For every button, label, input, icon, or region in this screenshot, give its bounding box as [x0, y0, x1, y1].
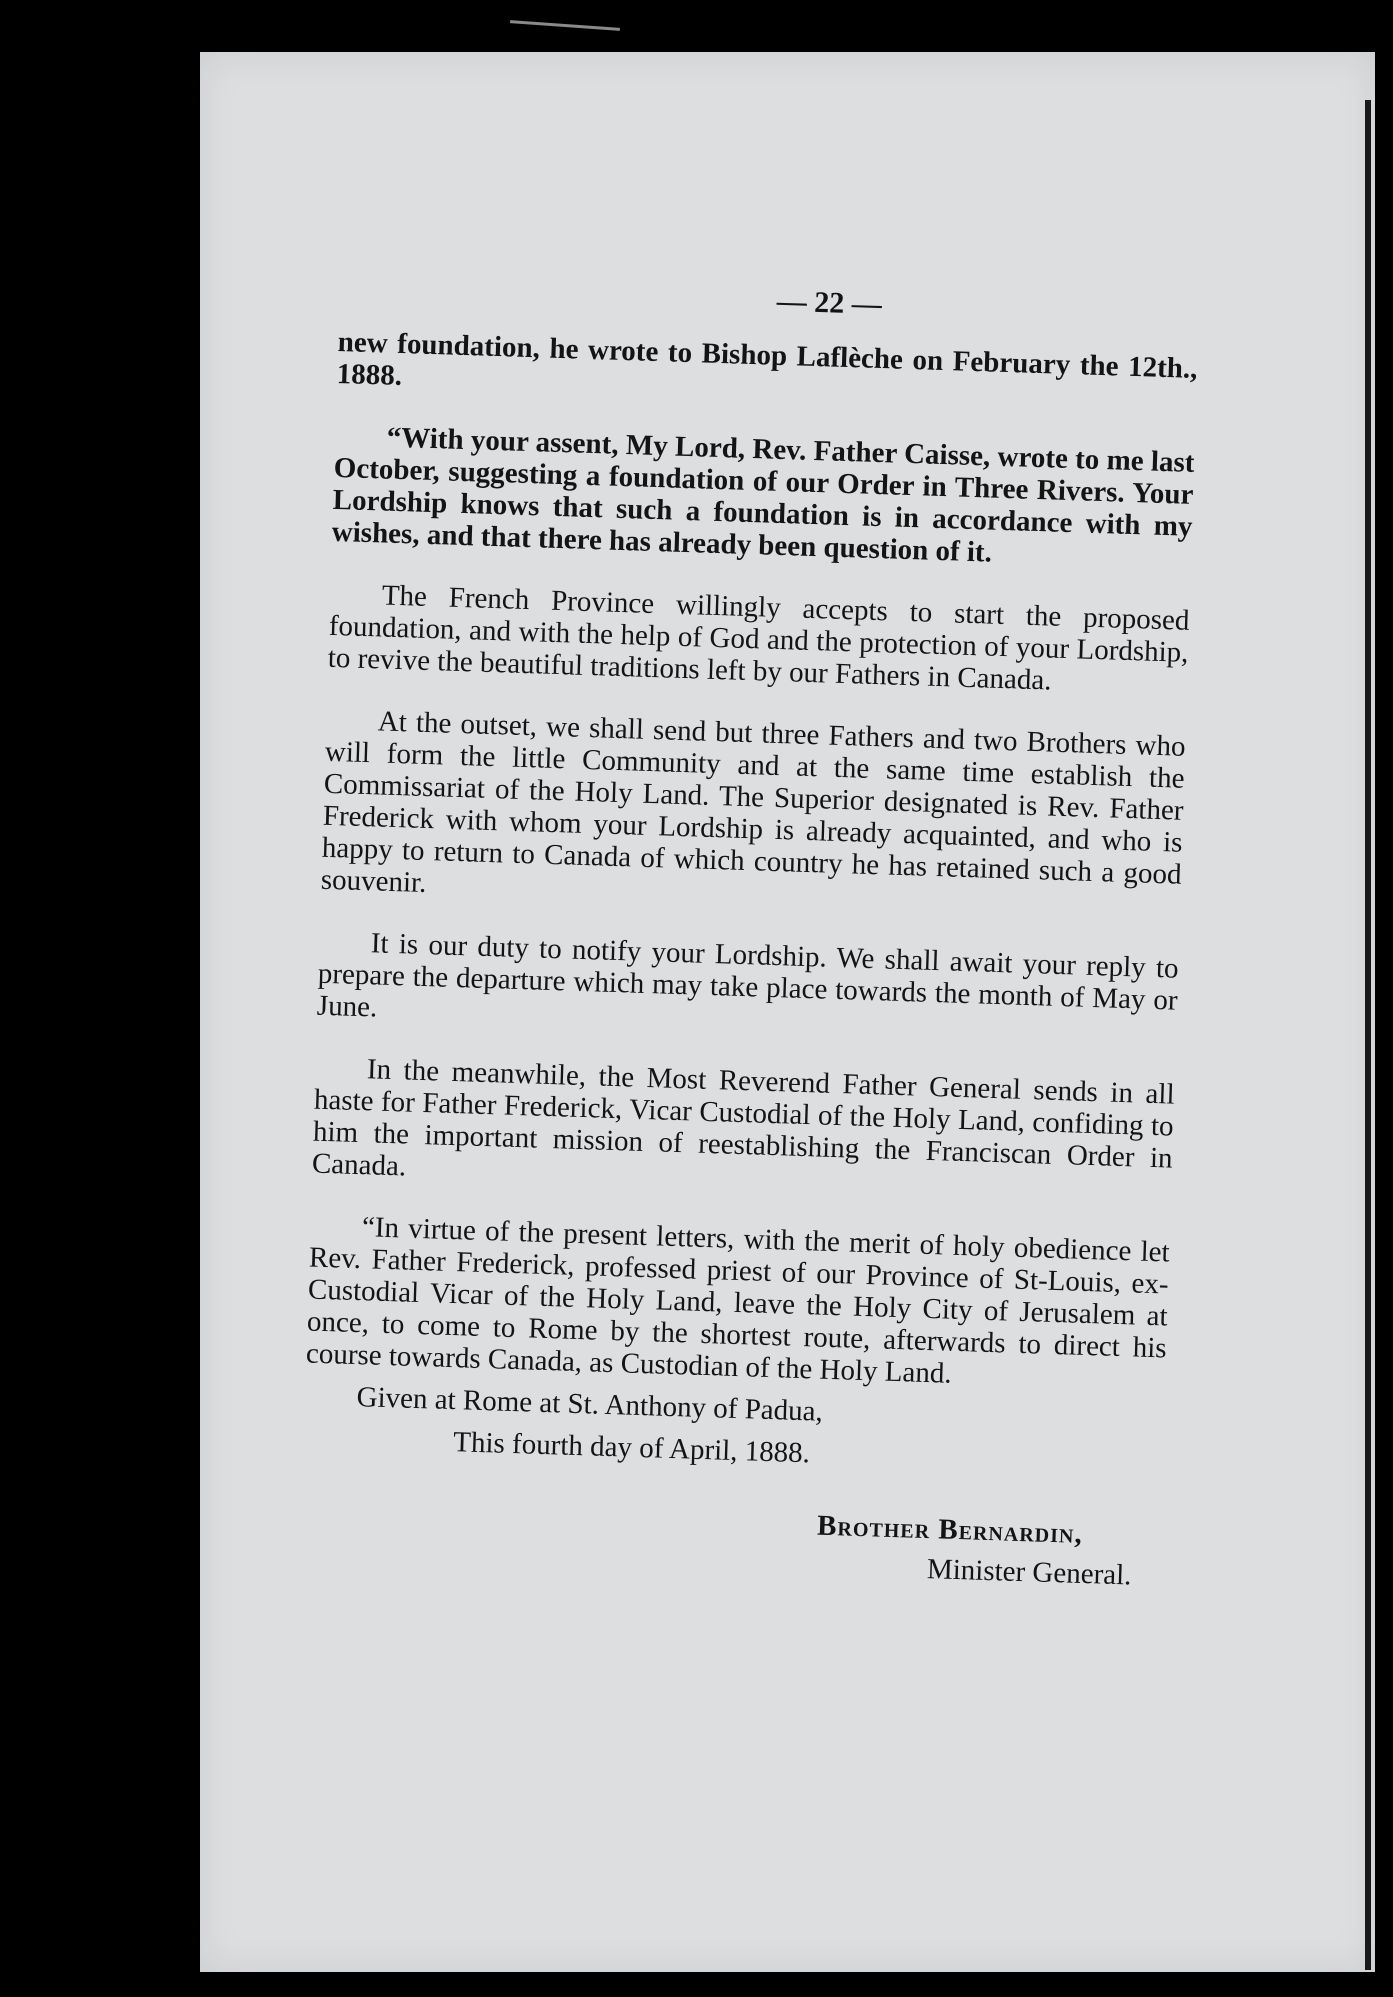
paragraph-given-at: Given at Rome at St. Anthony of Padua, — [356, 1381, 824, 1428]
page-number: — 22 — — [776, 284, 883, 322]
signer-name: Brother Bernardin, — [816, 1509, 1084, 1550]
paragraph-virtue: “In virtue of the present letters, with the merit of holy obedience let Rev. Father Frederick, professed priest of our Province of St-Louis, ex-Custodial Vicar of the Holy Land, leave the Holy City of Jerusalem at once, to come to Rome by the shortest route, afterwards to direct his course towards Canada, as Custodian of the Holy Land. — [305, 1211, 1171, 1390]
page-text — [299, 272, 1199, 1596]
paragraph-duty: It is our duty to notify your Lordship. We shall await your reply to prepare the departure which may take place towards the month of May or June. — [316, 927, 1180, 1024]
paragraph-french-province: The French Province willingly accepts to start the proposed foundation, and with the help of God and the protection of your Lordship, to revive the beautiful traditions left by our Fathers in Canada. — [327, 579, 1190, 697]
page-edge-shadow — [1365, 100, 1371, 1970]
paragraph-meanwhile: In the meanwhile, the Most Reverend Father General sends in all haste for Father Frederick, Vicar Custodial of the Holy Land, confiding to him the important mission of reestablishing the Franciscan Order in Canada. — [311, 1053, 1176, 1183]
paragraph-letter-start: “With your assent, My Lord, Rev. Father Caisse, wrote to me last October, suggesting a foundation of our Order in Three Rivers. Your Lordship knows that such a foundation is in accordance with my wishes, and that there has already been question of it. — [331, 421, 1195, 569]
scan-artifact-mark — [510, 20, 620, 31]
date-line: This fourth day of April, 1888. — [452, 1426, 811, 1470]
paragraph-opening: new foundation, he wrote to Bishop Laflèche on February the 12th., 1888. — [336, 325, 1198, 392]
paragraph-outset: At the outset, we shall send but three Fathers and two Brothers who will form the little Community and at the same time establish the Commissariat of the Holy Land. The Superior designated is Rev. Father Frederick with whom your Lordship is already acquainted, and who is happy to return to Canada of which country he has retained such a good souvenir. — [320, 705, 1187, 900]
signer-title: Minister General. — [926, 1553, 1132, 1592]
